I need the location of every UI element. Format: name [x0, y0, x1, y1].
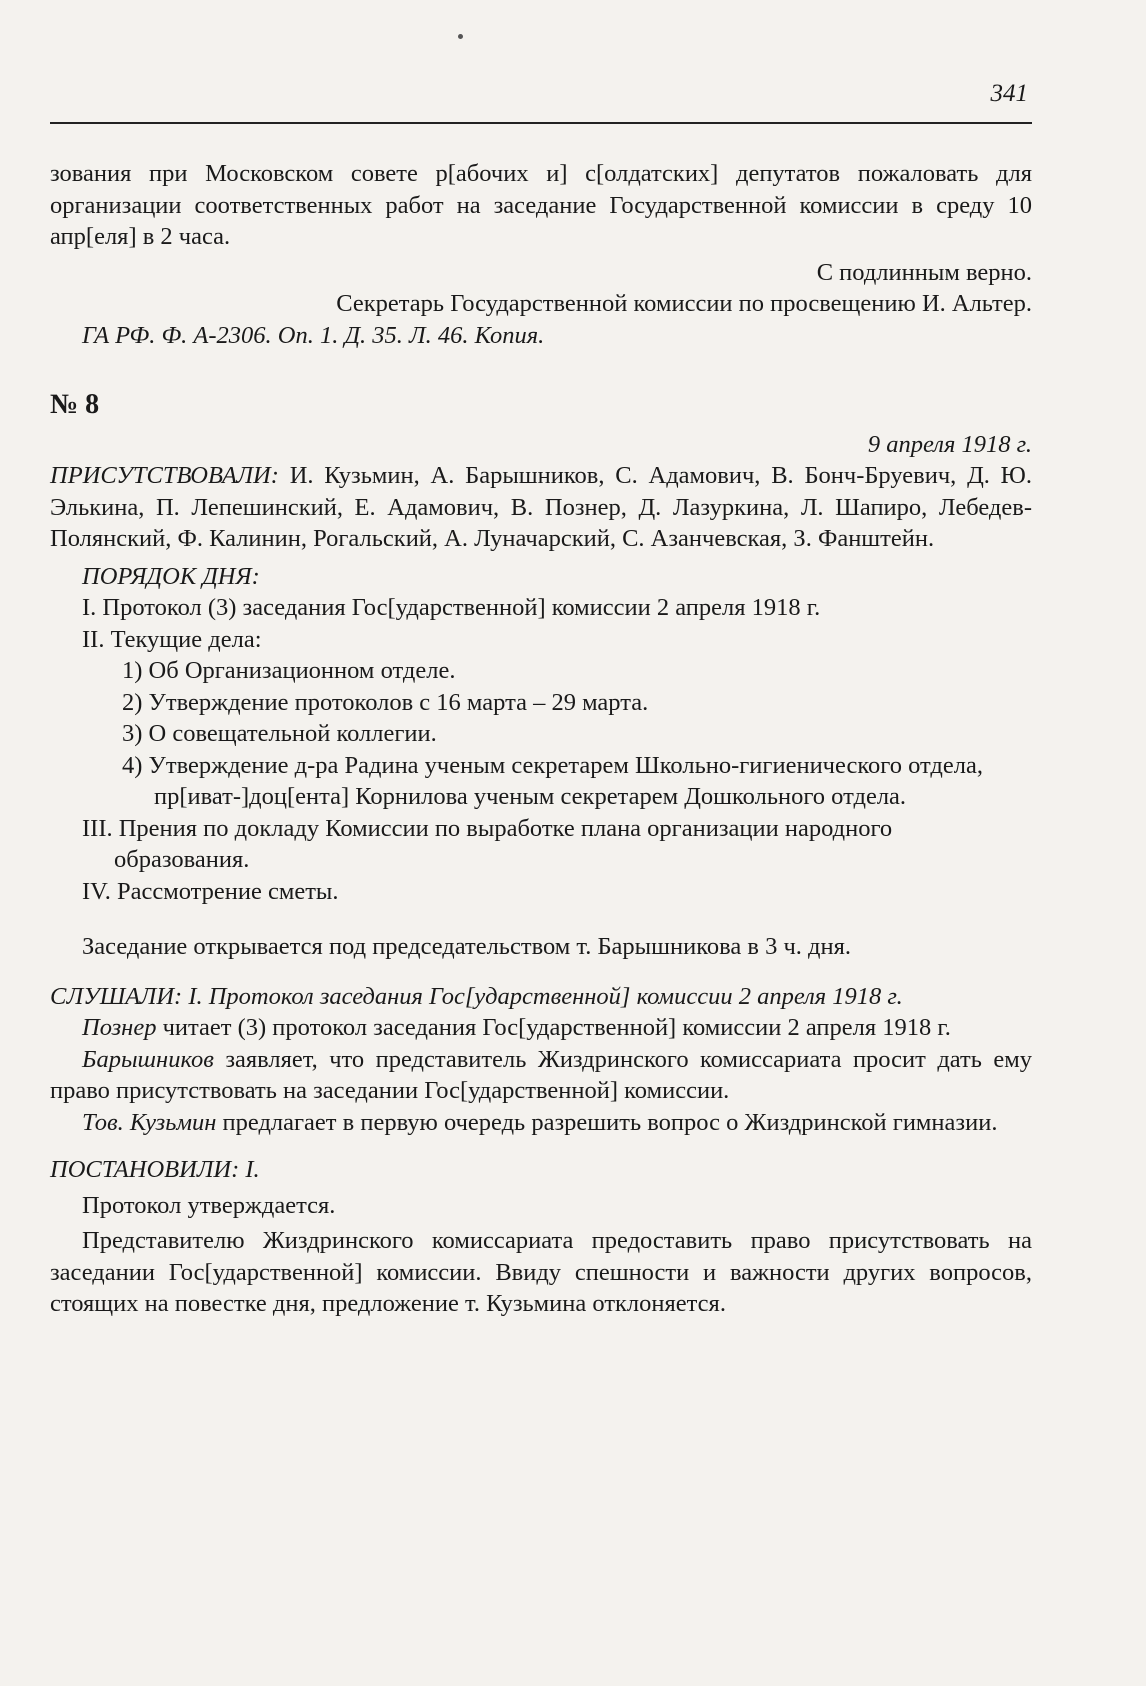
document-number: № 8: [50, 389, 100, 420]
agenda-subitem: 4) Утверждение д-ра Радина ученым секретарем Школьно-гигиенического отдела, пр[иват-]доц[ента] Корнилова ученым секретарем Дошкольного отдела.: [122, 751, 983, 810]
agenda-item: II. Текущие дела:: [82, 625, 262, 653]
agenda-item: IV. Рассмотрение сметы.: [82, 877, 339, 905]
speech-text: заявляет, что представитель Жиздринского комиссариата просит дать ему право присутствовать на заседании Гос[ударственной] комиссии.: [50, 1045, 1032, 1104]
resolution-paragraph: Протокол утверждается.: [82, 1191, 336, 1219]
speech-paragraph: [50, 1012, 1032, 1044]
agenda-item: I. Протокол (3) заседания Гос[ударственной] комиссии 2 апреля 1918 г.: [82, 594, 821, 621]
present-paragraph: [50, 460, 1032, 555]
document-date: 9 апреля 1918 г.: [867, 430, 1032, 458]
speaker-name: Тов. Кузьмин: [82, 1108, 217, 1136]
header-rule: [50, 122, 1032, 124]
agenda-subitem: 1) Об Организационном отделе.: [122, 657, 456, 684]
page-number: 341: [990, 80, 1028, 107]
agenda-title: ПОРЯДОК ДНЯ:: [82, 562, 260, 590]
agenda-subitem: 2) Утверждение протоколов с 16 марта – 29 марта.: [122, 688, 649, 716]
secretary-signature: Секретарь Государственной комиссии по просвещению И. Альтер.: [336, 290, 1032, 317]
speech-text: предлагает в первую очередь разрешить вопрос о Жиздринской гимназии.: [216, 1108, 998, 1136]
resolution-paragraph: Представителю Жиздринского комиссариата предоставить право присутствовать на заседании Гос[ударственной] комиссии. Ввиду спешности и важности других вопросов, стоящих на повестке дня, предложение т. Кузьмина отклоняется.: [50, 1227, 1032, 1317]
speech-paragraph: [50, 1107, 1032, 1139]
resolved-heading: ПОСТАНОВИЛИ: I.: [50, 1156, 260, 1183]
page-body: [50, 158, 1032, 1320]
present-list: И. Кузьмин, А. Барышников, С. Адамович, В. Бонч-Бруевич, Д. Ю. Элькина, П. Лепешинский, Е. Адамович, В. Познер, Д. Лазуркина, Л. Шапиро, Лебедев-Полянский, Ф. Калинин, Рогальский, А. Луначарский, С. Азанчевская, З. Фанштейн.: [50, 462, 1032, 552]
speaker-name: Барышников: [82, 1045, 214, 1073]
archive-reference: ГА РФ. Ф. А-2306. Оп. 1. Д. 35. Л. 46. Копия.: [82, 321, 545, 349]
speech-paragraph: [50, 1044, 1032, 1107]
speech-text: читает (3) протокол заседания Гос[ударственной] комиссии 2 апреля 1918 г.: [156, 1014, 951, 1041]
speaker-name: Познер: [82, 1014, 157, 1041]
print-dot: [458, 34, 463, 39]
present-label: ПРИСУТСТВОВАЛИ:: [50, 462, 279, 489]
agenda-subitem: 3) О совещательной коллегии.: [122, 720, 437, 747]
listened-heading: СЛУШАЛИ: I. Протокол заседания Гос[ударственной] комиссии 2 апреля 1918 г.: [50, 982, 903, 1010]
certified-line: С подлинным верно.: [816, 258, 1032, 286]
agenda-item: III. Прения по докладу Комиссии по выработке плана организации народного образования.: [82, 814, 893, 873]
opening-line: Заседание открывается под председательством т. Барышникова в 3 ч. дня.: [82, 933, 851, 960]
continuation-paragraph: зования при Московском совете р[абочих и] с[олдатских] депутатов пожаловать для организации соответственных работ на заседание Государственной комиссии в среду 10 апр[еля] в 2 часа.: [50, 160, 1032, 250]
